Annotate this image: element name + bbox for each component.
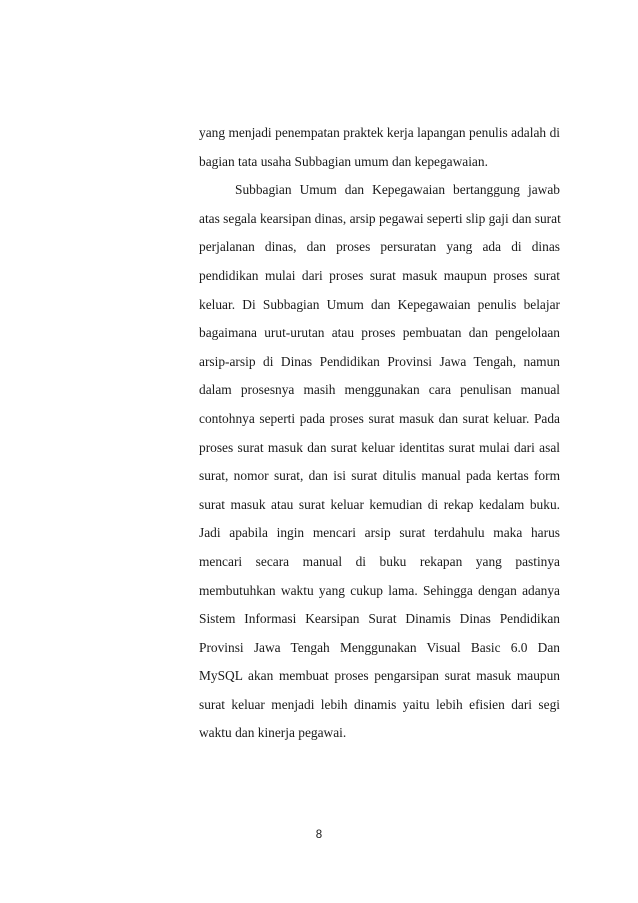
text-line: bagaimana urut-urutan atau proses pembuatan dan pengelolaan bbox=[199, 325, 560, 341]
text-line: surat masuk atau surat keluar kemudian di rekap kedalam buku. bbox=[199, 496, 560, 512]
text-line: mencari secara manual di buku rekapan yang pastinya bbox=[199, 553, 560, 569]
text-line: surat, nomor surat, dan isi surat ditulis manual pada kertas form bbox=[199, 468, 560, 484]
text-line: dalam prosesnya masih menggunakan cara penulisan manual bbox=[199, 382, 560, 398]
page-number: 8 bbox=[315, 829, 323, 841]
text-line: pendidikan mulai dari proses surat masuk maupun proses surat bbox=[199, 267, 560, 283]
text-line: arsip-arsip di Dinas Pendidikan Provinsi Jawa Tengah, namun bbox=[199, 353, 560, 369]
body-text bbox=[199, 119, 560, 748]
text-line: keluar. Di Subbagian Umum dan Kepegawaian penulis belajar bbox=[199, 296, 560, 312]
text-line: yang menjadi penempatan praktek kerja lapangan penulis adalah di bbox=[199, 125, 560, 140]
text-line: atas segala kearsipan dinas, arsip pegawai seperti slip gaji dan surat bbox=[199, 210, 561, 226]
text-line: Jadi apabila ingin mencari arsip surat terdahulu maka harus bbox=[199, 525, 560, 541]
text-line: Subbagian Umum dan Kepegawaian bertanggung jawab bbox=[235, 182, 560, 198]
text-line: proses surat masuk dan surat keluar identitas surat mulai dari asal bbox=[199, 439, 560, 455]
text-line: Provinsi Jawa Tengah Menggunakan Visual Basic 6.0 Dan bbox=[199, 639, 560, 655]
text-line: Sistem Informasi Kearsipan Surat Dinamis Dinas Pendidikan bbox=[199, 611, 560, 627]
text-line: membutuhkan waktu yang cukup lama. Sehingga dengan adanya bbox=[199, 582, 560, 598]
text-line: perjalanan dinas, dan proses persuratan yang ada di dinas bbox=[199, 239, 560, 255]
text-line: waktu dan kinerja pegawai. bbox=[199, 725, 347, 741]
text-line: bagian tata usaha Subbagian umum dan kepegawaian. bbox=[199, 153, 488, 169]
text-line: surat keluar menjadi lebih dinamis yaitu lebih efisien dari segi bbox=[199, 696, 560, 712]
text-line: MySQL akan membuat proses pengarsipan surat masuk maupun bbox=[199, 668, 560, 684]
text-line: contohnya seperti pada proses surat masuk dan surat keluar. Pada bbox=[199, 410, 560, 426]
